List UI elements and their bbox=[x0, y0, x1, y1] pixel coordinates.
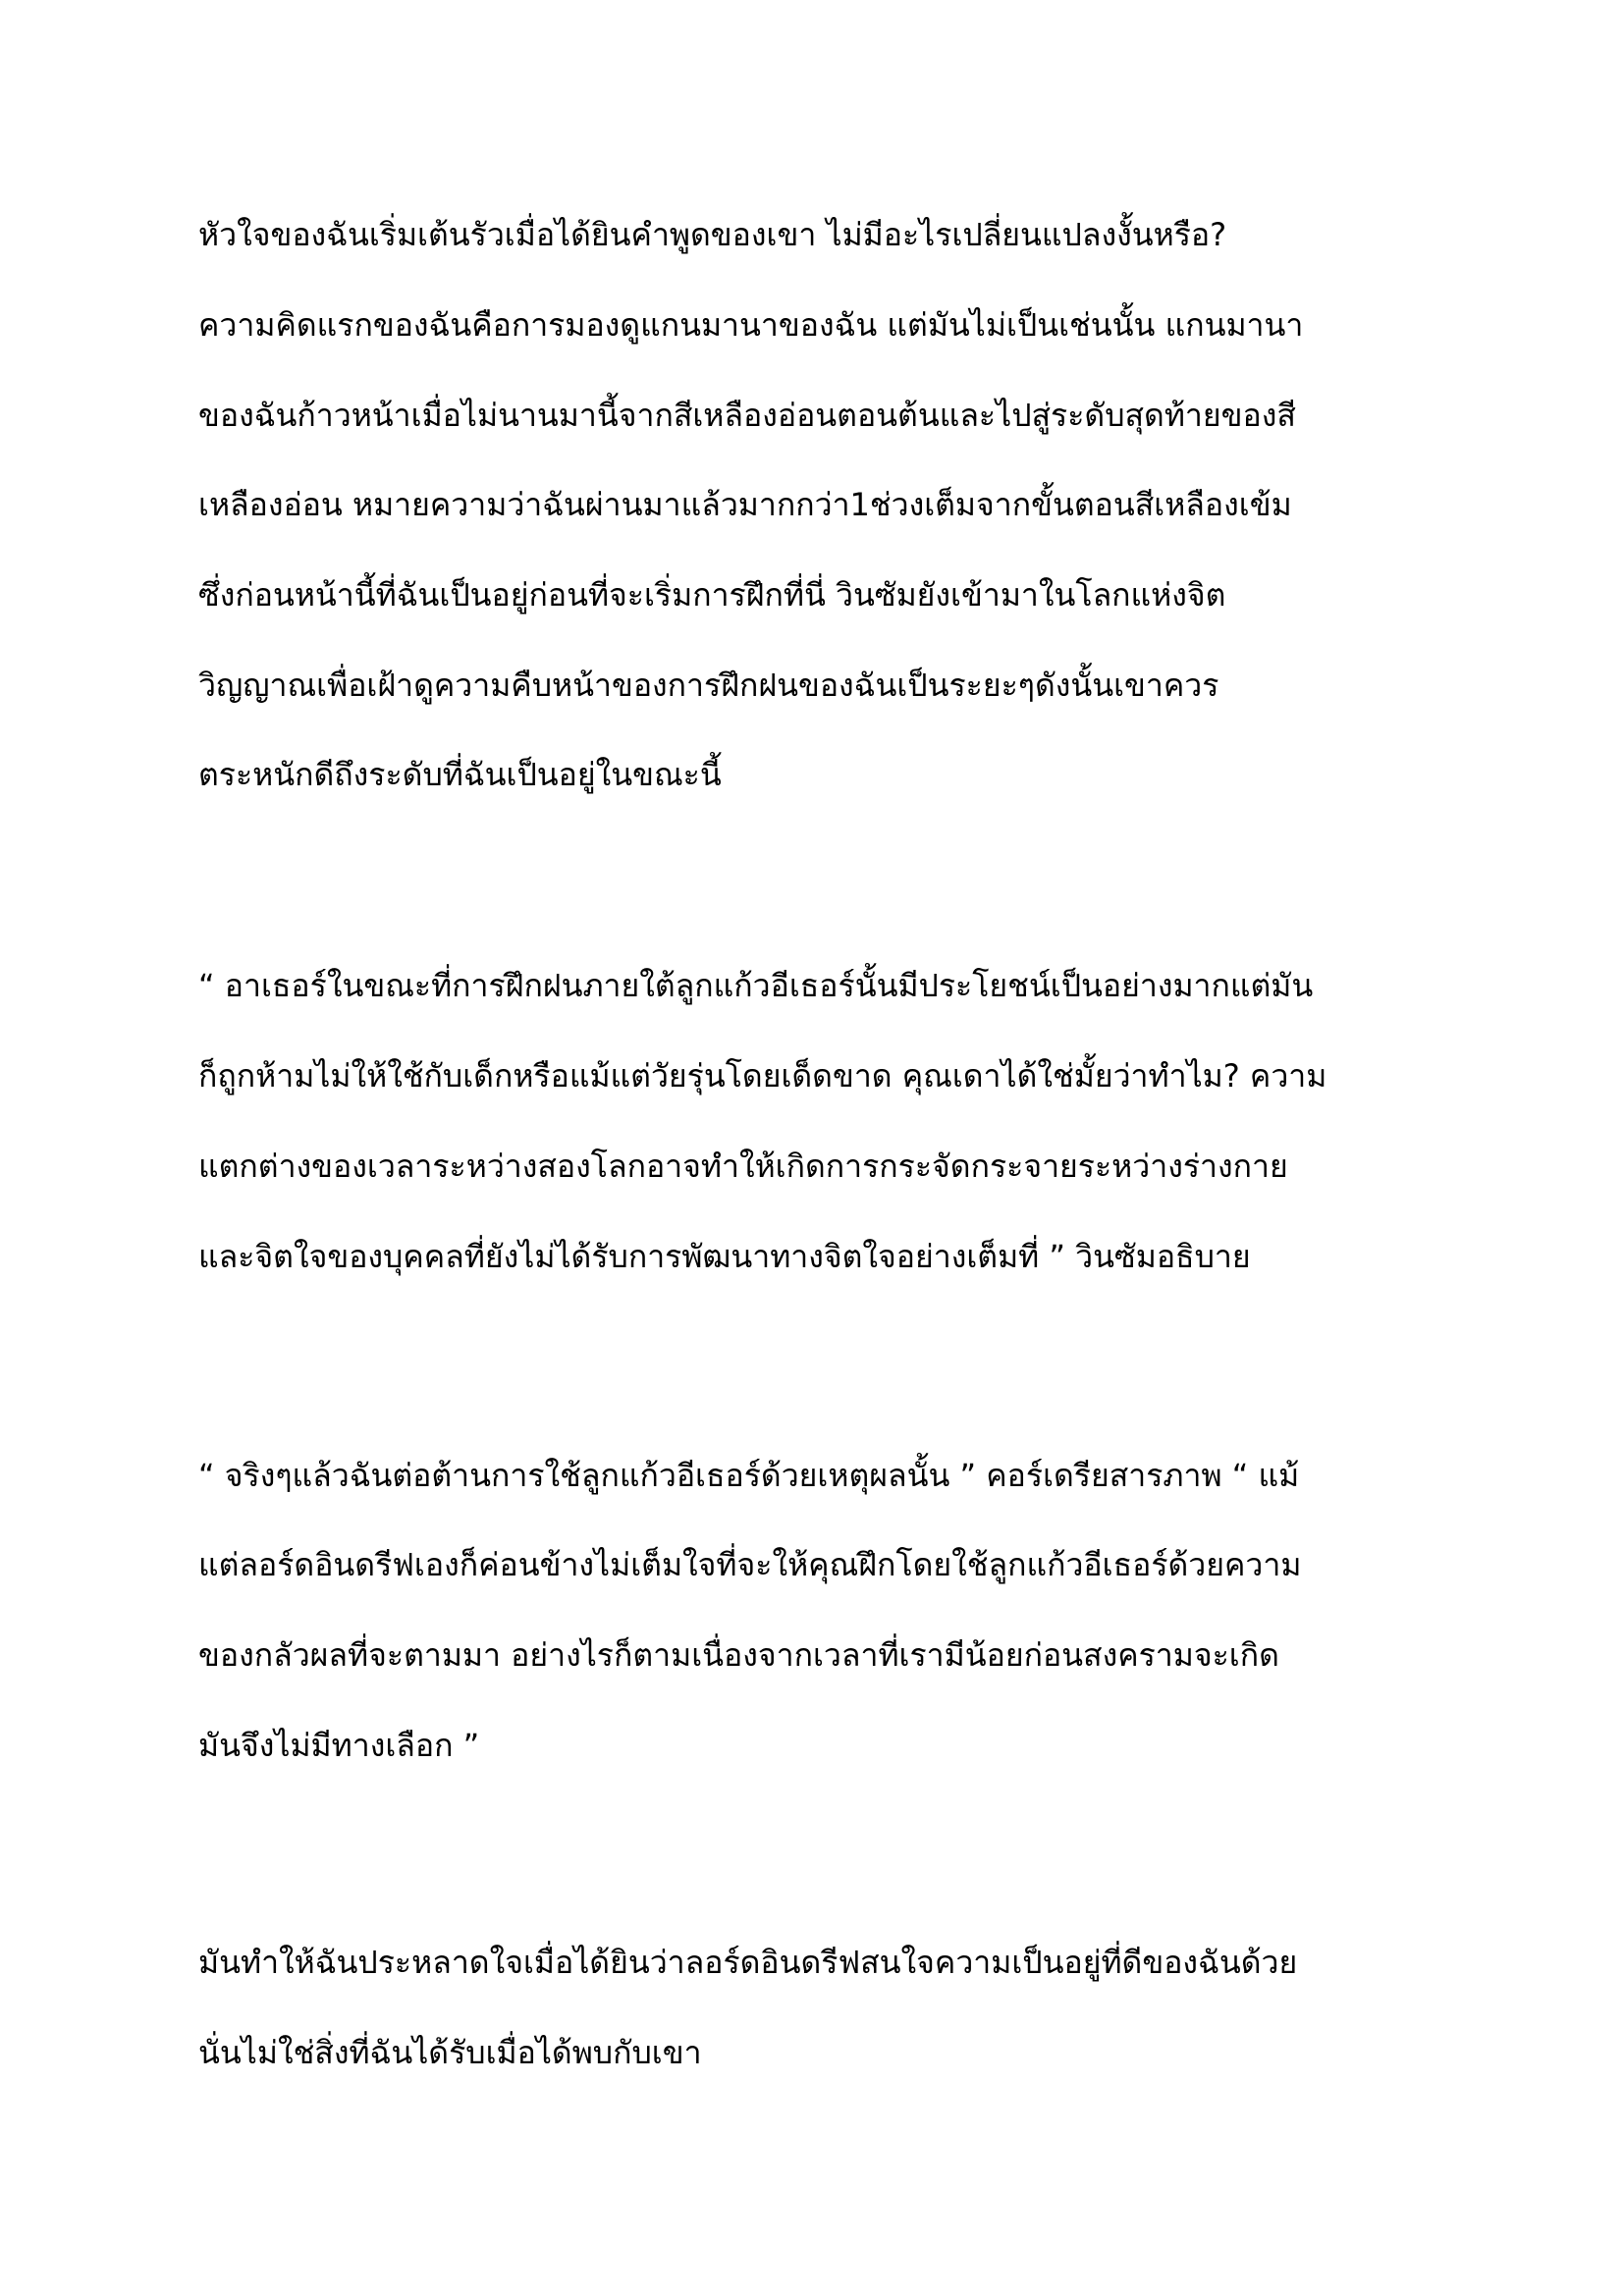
text-line: หัวใจของฉันเริ่มเต้นรัวเมื่อได้ยินคำพูดของเขา ไม่มีอะไรเปลี่ยนแปลงงั้นหรือ? bbox=[198, 216, 1227, 253]
text-line: แตกต่างของเวลาระหว่างสองโลกอาจทำให้เกิดการกระจัดกระจายระหว่างร่างกาย bbox=[198, 1148, 1288, 1185]
text-line: ของฉันก้าวหน้าเมื่อไม่นานมานี้จากสีเหลืองอ่อนตอนต้นและไปสู่ระดับสุดท้ายของสี bbox=[198, 397, 1296, 434]
text-line: ของกลัวผลที่จะตามมา อย่างไรก็ตามเนื่องจากเวลาที่เรามีน้อยก่อนสงครามจะเกิด bbox=[198, 1636, 1279, 1674]
text-line: เหลืองอ่อน หมายความว่าฉันผ่านมาแล้วมากกว่า1ช่วงเต็มจากขั้นตอนสีเหลืองเข้ม bbox=[198, 486, 1292, 523]
text-line: ก็ถูกห้ามไม่ให้ใช้กับเด็กหรือแม้แต่วัยรุ่นโดยเด็ดขาด คุณเดาได้ใช่มั้ยว่าทำไม? ความ bbox=[198, 1057, 1327, 1095]
text-line: มันทำให้ฉันประหลาดใจเมื่อได้ยินว่าลอร์ดอินดรีฟสนใจความเป็นอยู่ที่ดีของฉันด้วย bbox=[198, 1944, 1298, 1981]
text-line: แต่ลอร์ดอินดรีฟเองก็ค่อนข้างไม่เต็มใจที่จะให้คุณฝึกโดยใช้ลูกแก้วอีเธอร์ด้วยความ bbox=[198, 1546, 1302, 1583]
text-line: นั่นไม่ใช่สิ่งที่ฉันได้รับเมื่อได้พบกับเขา bbox=[198, 2034, 702, 2071]
text-line: และจิตใจของบุคคลที่ยังไม่ได้รับการพัฒนาทางจิตใจอย่างเต็มที่ ” วินซัมอธิบาย bbox=[198, 1238, 1251, 1275]
text-line: ตระหนักดีถึงระดับที่ฉันเป็นอยู่ในขณะนี้ bbox=[198, 756, 722, 793]
text-line: ความคิดแรกของฉันคือการมองดูแกนมานาของฉัน แต่มันไม่เป็นเช่นนั้น แกนมานา bbox=[198, 306, 1304, 344]
text-line: “ อาเธอร์ในขณะที่การฝึกฝนภายใต้ลูกแก้วอีเธอร์นั้นมีประโยชน์เป็นอย่างมากแต่มัน bbox=[198, 967, 1314, 1004]
text-line: วิญญาณเพื่อเฝ้าดูความคืบหน้าของการฝึกฝนของฉันเป็นระยะๆดังนั้นเขาควร bbox=[198, 667, 1219, 704]
text-line: “ จริงๆแล้วฉันต่อต้านการใช้ลูกแก้วอีเธอร์ด้วยเหตุผลนั้น ” คอร์เดรียสารภาพ “ แม้ bbox=[198, 1457, 1300, 1494]
text-line: มันจึงไม่มีทางเลือก ” bbox=[198, 1727, 480, 1764]
text-line: ซึ่งก่อนหน้านี้ที่ฉันเป็นอยู่ก่อนที่จะเริ่มการฝึกที่นี่ วินซัมยังเข้ามาในโลกแห่งจิต bbox=[198, 576, 1226, 614]
